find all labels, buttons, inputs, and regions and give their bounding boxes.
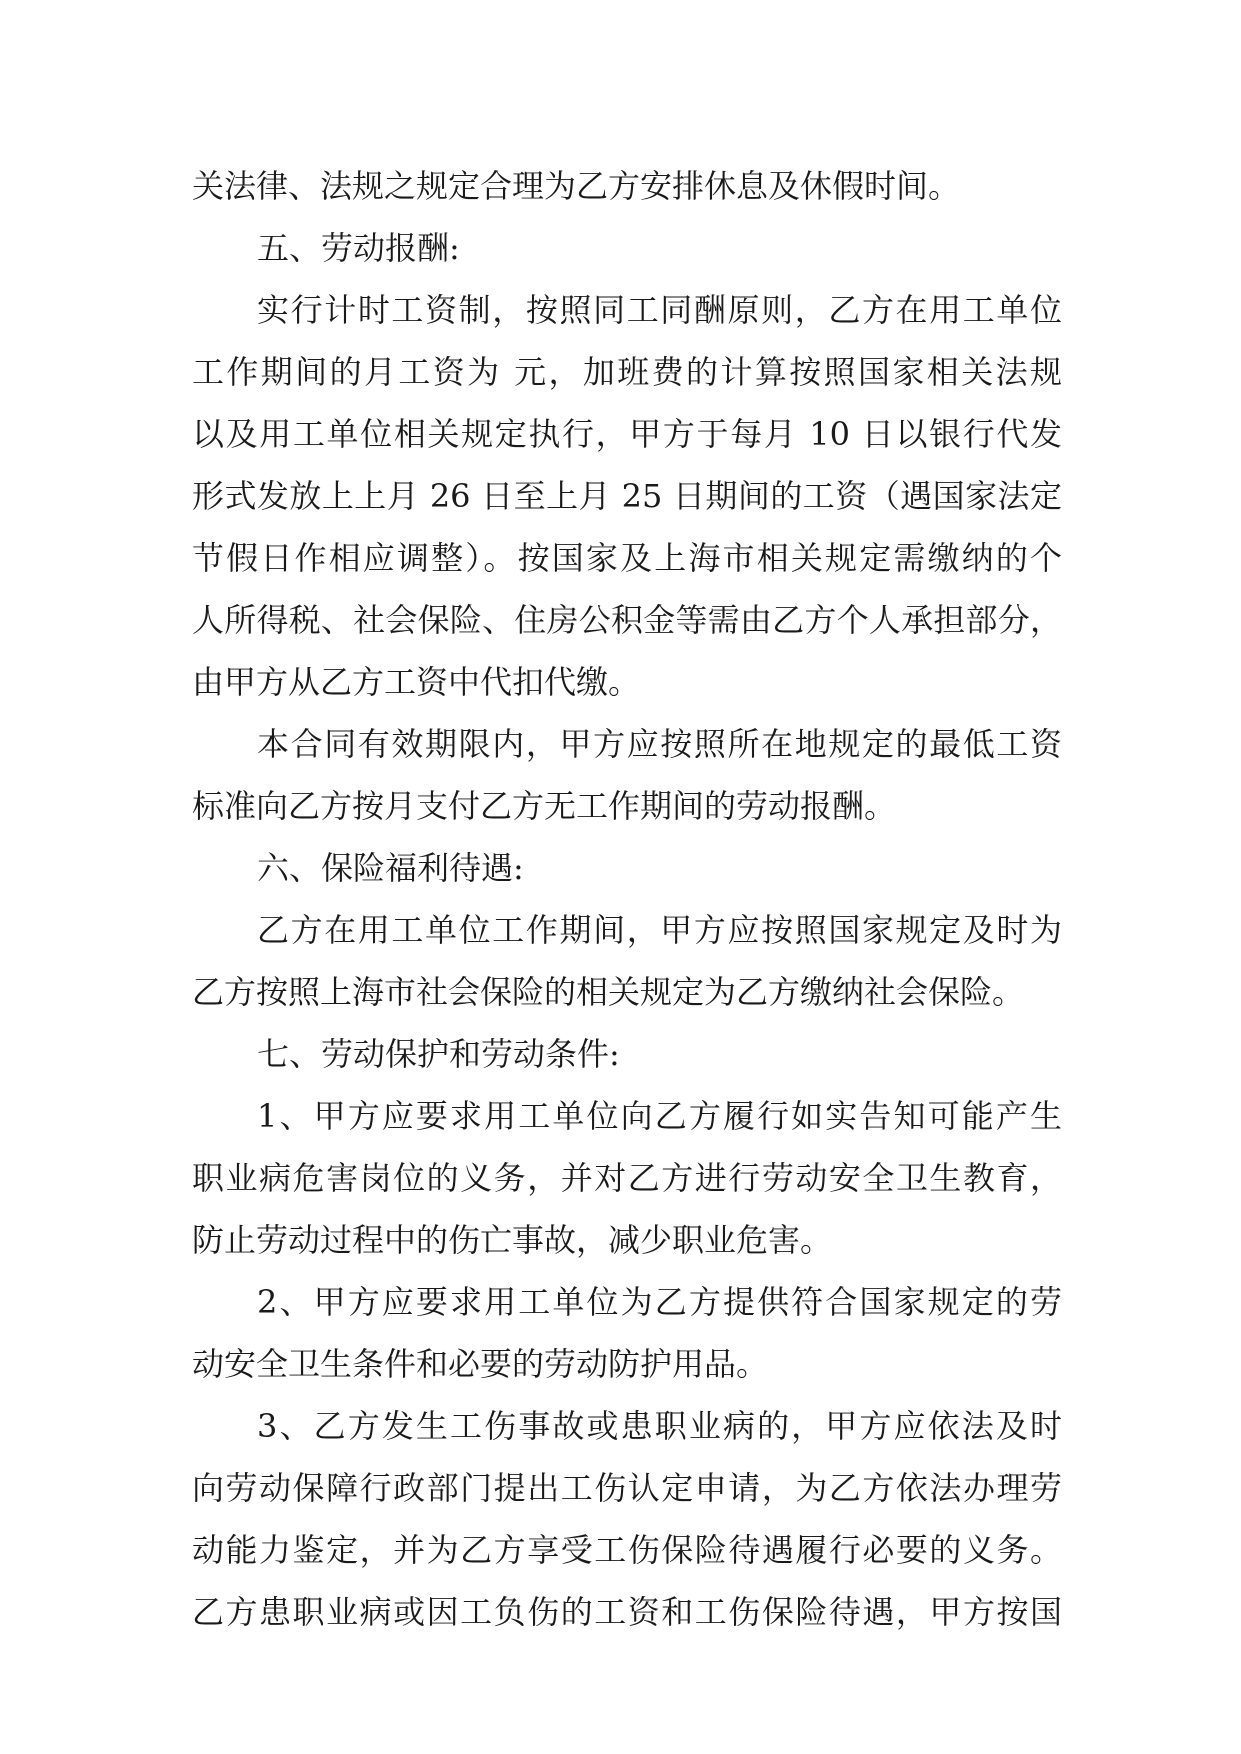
text-line: 动安全卫生条件和必要的劳动防护用品。 <box>192 1345 769 1383</box>
text-line: 关法律、法规之规定合理为乙方安排休息及休假时间。 <box>192 167 961 205</box>
text-line: 乙方患职业病或因工负伤的工资和工伤保险待遇，甲方按国 <box>192 1593 1062 1631</box>
text-line: 七、劳动保护和劳动条件: <box>257 1035 620 1073</box>
text-line: 形式发放上上月 26 日至上月 25 日期间的工资（遇国家法定 <box>192 477 1062 515</box>
text-line: 防止劳动过程中的伤亡事故，减少职业危害。 <box>192 1221 833 1259</box>
text-line: 节假日作相应调整）。按国家及上海市相关规定需缴纳的个 <box>192 539 1062 577</box>
text-line: 五、劳动报酬: <box>257 229 460 267</box>
text-line: 职业病危害岗位的义务，并对乙方进行劳动安全卫生教育， <box>192 1159 1062 1197</box>
text-line: 3、乙方发生工伤事故或患职业病的，甲方应依法及时 <box>257 1407 1062 1445</box>
text-line: 标准向乙方按月支付乙方无工作期间的劳动报酬。 <box>192 787 897 825</box>
text-line: 乙方在用工单位工作期间，甲方应按照国家规定及时为 <box>257 911 1062 949</box>
text-line: 由甲方从乙方工资中代扣代缴。 <box>192 663 641 701</box>
text-line: 本合同有效期限内，甲方应按照所在地规定的最低工资 <box>257 725 1062 763</box>
document-body <box>192 155 1062 1643</box>
text-line: 2、甲方应要求用工单位为乙方提供符合国家规定的劳 <box>257 1283 1062 1321</box>
text-line: 六、保险福利待遇: <box>257 849 524 887</box>
text-line: 动能力鉴定，并为乙方享受工伤保险待遇履行必要的义务。 <box>192 1531 1062 1569</box>
text-line: 1、甲方应要求用工单位向乙方履行如实告知可能产生 <box>257 1097 1062 1135</box>
text-line: 实行计时工资制，按照同工同酬原则，乙方在用工单位 <box>257 291 1062 329</box>
text-line: 向劳动保障行政部门提出工伤认定申请，为乙方依法办理劳 <box>192 1469 1062 1507</box>
text-line: 乙方按照上海市社会保险的相关规定为乙方缴纳社会保险。 <box>192 973 1025 1011</box>
text-line: 以及用工单位相关规定执行，甲方于每月 10 日以银行代发 <box>192 415 1062 453</box>
text-line: 工作期间的月工资为 元，加班费的计算按照国家相关法规 <box>192 353 1062 391</box>
text-line: 人所得税、社会保险、住房公积金等需由乙方个人承担部分， <box>192 601 1062 639</box>
